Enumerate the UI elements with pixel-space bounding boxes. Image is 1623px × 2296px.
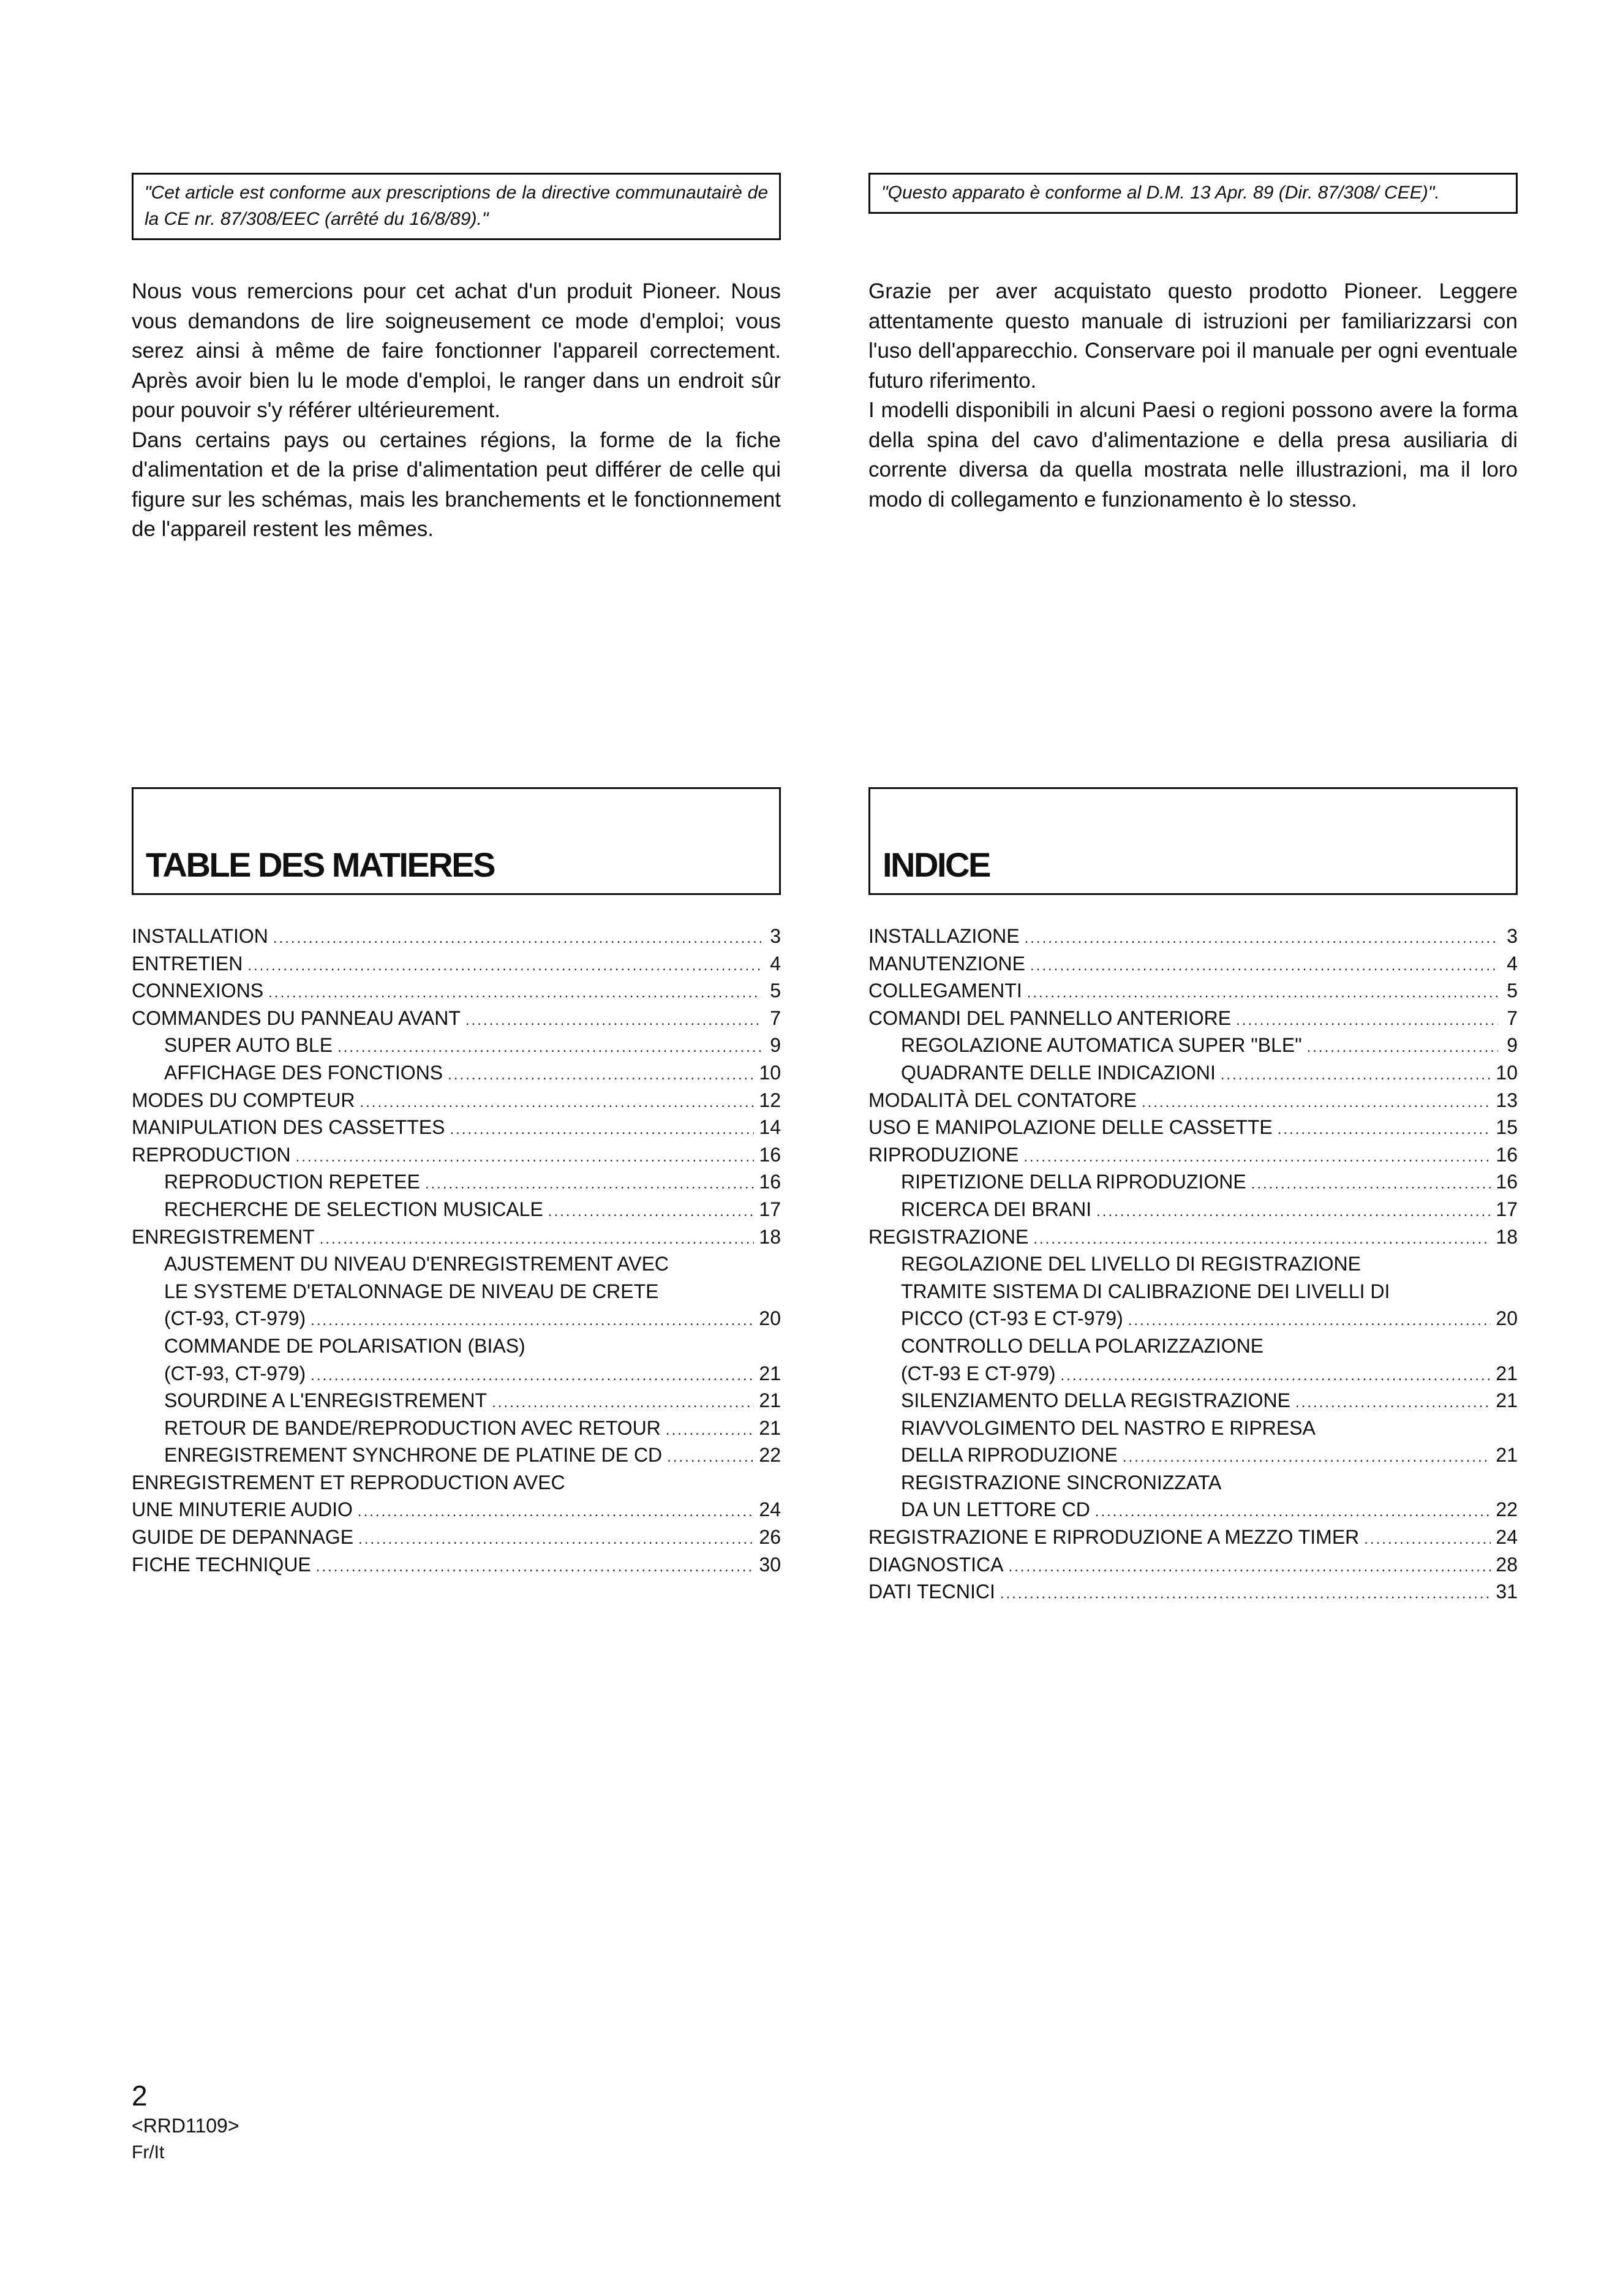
toc-entry [132, 1114, 781, 1141]
page-footer [132, 2080, 239, 2166]
toc-entry-title: UNE MINUTERIE AUDIO [132, 1498, 353, 1521]
toc-entry [868, 977, 1518, 1005]
toc-entry-title: AFFICHAGE DES FONCTIONS [164, 1061, 443, 1084]
toc-dot-leader [492, 1389, 754, 1417]
toc-entry [868, 1114, 1518, 1141]
toc-dot-leader [1095, 1498, 1491, 1526]
toc-entry [868, 1387, 1518, 1414]
toc-dot-leader [1278, 1116, 1491, 1144]
toc-dot-leader [1027, 980, 1498, 1007]
toc-entry-title: DATI TECNICI [868, 1580, 995, 1603]
toc-dot-leader [448, 1062, 754, 1089]
toc-entry-title: RECHERCHE DE SELECTION MUSICALE [164, 1198, 543, 1220]
toc-entry [132, 1469, 781, 1497]
toc-entry-page: 21 [759, 1389, 781, 1412]
toc-entry-page: 10 [1496, 1061, 1518, 1084]
toc-entry-title: COLLEGAMENTI [868, 980, 1022, 1002]
toc-entry-page: 10 [759, 1061, 781, 1084]
toc-entry-page: 7 [770, 1006, 781, 1029]
toc-entry [132, 1551, 781, 1579]
toc-entry-page: 22 [759, 1444, 781, 1467]
toc-entry-title: COMMANDES DU PANNEAU AVANT [132, 1006, 461, 1029]
toc-entry-title: COMANDI DEL PANNELLO ANTERIORE [868, 1006, 1232, 1029]
toc-entry [868, 1414, 1518, 1442]
toc-dot-leader [1096, 1198, 1491, 1226]
toc-entry-page: 5 [1507, 980, 1518, 1002]
toc-entry-page: 18 [759, 1225, 781, 1248]
toc-entry-title: REGOLAZIONE DEL LIVELLO DI REGISTRAZIONE [901, 1253, 1361, 1275]
toc-entry [132, 1305, 781, 1332]
intro-text-it [868, 277, 1518, 515]
toc-entry-title: MANIPULATION DES CASSETTES [132, 1116, 445, 1139]
toc-dot-leader [358, 1526, 754, 1554]
intro-paragraph-2-fr: Dans certains pays ou certaines régions, la forme de la fiche d'alimentation et de la prise d'alimentation peut différer de celle qui figure sur les schémas, mais les branchements et le fonctionnement de l'appareil restent les mêmes. [132, 428, 781, 541]
toc-entry-title: COMMANDE DE POLARISATION (BIAS) [164, 1334, 525, 1357]
intro-paragraph-1-fr: Nous vous remercions pour cet achat d'un produit Pioneer. Nous vous demandons de lire soigneusement ce mode d'emploi; vous serez ainsi à même de faire fonctionner l'appareil correctement. Après avoir bien lu le mode d'emploi, le ranger dans un endroit sûr pour pouvoir s'y référer ultérieurement. [132, 279, 781, 422]
toc-entry-page: 31 [1496, 1580, 1518, 1603]
toc-entry [868, 1087, 1518, 1114]
toc-entry [132, 1005, 781, 1032]
toc-dot-leader [320, 1226, 755, 1253]
toc-entry-title: AJUSTEMENT DU NIVEAU D'ENREGISTREMENT AVEC [164, 1253, 669, 1275]
toc-entry-title: TRAMITE SISTEMA DI CALIBRAZIONE DEI LIVELLI DI [901, 1280, 1390, 1302]
toc-entry-title: FICHE TECHNIQUE [132, 1553, 311, 1576]
toc-entry [132, 1496, 781, 1524]
toc-entry-title: PICCO (CT-93 E CT-979) [901, 1307, 1123, 1330]
toc-entry-title: REGISTRAZIONE E RIPRODUZIONE A MEZZO TIMER [868, 1526, 1360, 1549]
toc-entry-title: RIPRODUZIONE [868, 1143, 1019, 1166]
toc-entry [868, 1332, 1518, 1360]
toc-dot-leader [360, 1089, 754, 1117]
toc-entry-title: DA UN LETTORE CD [901, 1498, 1090, 1521]
intro-paragraph-2-it: I modelli disponibili in alcuni Paesi o regioni possono avere la forma della spina del cavo d'alimentazione e della presa ausiliaria di corrente diversa da quella mostrata nelle illustrazioni, ma il loro modo di collegamento e funzionamento è lo stesso. [868, 398, 1518, 512]
toc-entry [868, 1278, 1518, 1305]
toc-entry [868, 1141, 1518, 1169]
toc-entry [868, 1441, 1518, 1469]
toc-entry-page: 13 [1496, 1089, 1518, 1111]
toc-entry [868, 950, 1518, 978]
toc-entry [868, 1360, 1518, 1388]
toc-entry-title: SUPER AUTO BLE [164, 1034, 333, 1057]
toc-entry-page: 20 [759, 1307, 781, 1330]
toc-entry-page: 7 [1507, 1006, 1518, 1029]
toc-dot-leader [425, 1171, 755, 1198]
toc-entry-title: SOURDINE A L'ENREGISTREMENT [164, 1389, 488, 1412]
toc-entry [132, 1414, 781, 1442]
toc-entry-title: CONTROLLO DELLA POLARIZZAZIONE [901, 1334, 1264, 1357]
toc-entry [132, 1332, 781, 1360]
toc-dot-leader [465, 1007, 761, 1035]
toc-dot-leader [1008, 1554, 1491, 1581]
toc-entry-title: DELLA RIPRODUZIONE [901, 1444, 1118, 1467]
toc-dot-leader [1251, 1171, 1491, 1198]
toc-entry [868, 923, 1518, 950]
toc-entry [132, 1524, 781, 1551]
toc-entry-page: 24 [759, 1498, 781, 1521]
toc-entry [132, 1196, 781, 1223]
toc-dot-leader [1307, 1034, 1498, 1062]
toc-entry-title: LE SYSTEME D'ETALONNAGE DE NIVEAU DE CRETE [164, 1280, 659, 1302]
toc-dot-leader [667, 1444, 754, 1471]
toc-entry-page: 9 [1507, 1034, 1518, 1057]
toc-entry-page: 22 [1496, 1498, 1518, 1521]
toc-entry [132, 977, 781, 1005]
toc-dot-leader [316, 1554, 755, 1581]
toc-entry-page: 26 [759, 1526, 781, 1549]
ce-conformity-notice-it: "Questo apparato è conforme al D.M. 13 Apr. 89 (Dir. 87/308/ CEE)". [868, 173, 1518, 214]
toc-entry [868, 1551, 1518, 1579]
toc-entry-page: 16 [1496, 1171, 1518, 1193]
toc-dot-leader [666, 1417, 755, 1444]
toc-entry-title: REGOLAZIONE AUTOMATICA SUPER "BLE" [901, 1034, 1302, 1057]
toc-dot-leader [247, 953, 761, 980]
toc-entry-page: 9 [770, 1034, 781, 1057]
toc-entry-page: 17 [1496, 1198, 1518, 1220]
toc-entry-title: USO E MANIPOLAZIONE DELLE CASSETTE [868, 1116, 1273, 1139]
toc-entry-page: 5 [770, 980, 781, 1002]
toc-dot-leader [1123, 1444, 1491, 1471]
toc-entry [868, 1496, 1518, 1524]
toc-entry-title: RIPETIZIONE DELLA RIPRODUZIONE [901, 1171, 1246, 1193]
toc-entry [132, 1087, 781, 1114]
toc-heading-box-it [868, 787, 1518, 895]
toc-entry-title: MODALITÀ DEL CONTATORE [868, 1089, 1137, 1111]
toc-dot-leader [1023, 1144, 1491, 1171]
toc-entry-page: 12 [759, 1089, 781, 1111]
toc-heading-box-fr [132, 787, 781, 895]
toc-entry-page: 21 [1496, 1444, 1518, 1467]
toc-dot-leader [296, 1144, 755, 1171]
toc-entry-title: MANUTENZIONE [868, 952, 1025, 975]
toc-dot-leader [1030, 953, 1498, 980]
toc-entry-title: RIAVVOLGIMENTO DEL NASTRO E RIPRESA [901, 1416, 1316, 1439]
toc-dot-leader [1142, 1089, 1491, 1117]
toc-entry [132, 950, 781, 978]
toc-dot-leader [1128, 1307, 1491, 1335]
toc-title-it: INDICE [883, 845, 990, 884]
toc-entry-title: RETOUR DE BANDE/REPRODUCTION AVEC RETOUR [164, 1416, 661, 1439]
toc-entry [868, 1032, 1518, 1059]
toc-entry-page: 18 [1496, 1225, 1518, 1248]
toc-entry-page: 16 [759, 1171, 781, 1193]
toc-entry-page: 4 [770, 952, 781, 975]
toc-entry-page: 21 [759, 1416, 781, 1439]
toc-entry-page: 24 [1496, 1526, 1518, 1549]
toc-entry [132, 1278, 781, 1305]
toc-entry-page: 14 [759, 1116, 781, 1139]
toc-dot-leader [311, 1362, 754, 1390]
toc-entry-title: SILENZIAMENTO DELLA REGISTRAZIONE [901, 1389, 1290, 1412]
toc-entry-title: CONNEXIONS [132, 980, 264, 1002]
toc-dot-leader [1061, 1362, 1491, 1390]
toc-entry-page: 20 [1496, 1307, 1518, 1330]
toc-entry [132, 1032, 781, 1059]
toc-entry [132, 1059, 781, 1087]
toc-dot-leader [1236, 1007, 1498, 1035]
toc-entry [868, 1059, 1518, 1087]
toc-entry [132, 1168, 781, 1196]
toc-entry-title: ENREGISTREMENT SYNCHRONE DE PLATINE DE CD [164, 1444, 663, 1467]
toc-entry [132, 1387, 781, 1414]
toc-dot-leader [273, 925, 761, 953]
toc-entry [868, 1005, 1518, 1032]
toc-entry-page: 30 [759, 1553, 781, 1576]
toc-entry [132, 923, 781, 950]
toc-title-fr: TABLE DES MATIERES [146, 845, 494, 884]
toc-entry-page: 3 [1507, 925, 1518, 947]
toc-entry-page: 15 [1496, 1116, 1518, 1139]
toc-entry-title: ENREGISTREMENT ET REPRODUCTION AVEC [132, 1471, 565, 1494]
toc-entry-title: ENREGISTREMENT [132, 1225, 315, 1248]
toc-entry-title: ENTRETIEN [132, 952, 243, 975]
language-code: Fr/It [132, 2142, 165, 2162]
toc-entry-page: 4 [1507, 952, 1518, 975]
toc-dot-leader [358, 1498, 754, 1526]
toc-entry [868, 1305, 1518, 1332]
toc-entry-page: 17 [759, 1198, 781, 1220]
toc-entry [132, 1441, 781, 1469]
toc-entry-title: DIAGNOSTICA [868, 1553, 1004, 1576]
intro-text-fr [132, 277, 781, 545]
toc-entry-title: GUIDE DE DEPANNAGE [132, 1526, 354, 1549]
toc-entry-title: QUADRANTE DELLE INDICAZIONI [901, 1061, 1216, 1084]
toc-dot-leader [268, 980, 761, 1007]
toc-dot-leader [337, 1034, 761, 1062]
toc-entry [868, 1250, 1518, 1278]
toc-entry-title: REGISTRAZIONE [868, 1225, 1029, 1248]
toc-entry-page: 3 [770, 925, 781, 947]
toc-dot-leader [1221, 1062, 1491, 1089]
toc-entry-title: REPRODUCTION [132, 1143, 291, 1166]
page-number: 2 [132, 2080, 148, 2112]
toc-entry [132, 1223, 781, 1251]
toc-entry [132, 1250, 781, 1278]
toc-entry [868, 1578, 1518, 1606]
intro-paragraph-1-it: Grazie per aver acquistato questo prodotto Pioneer. Leggere attentamente questo manuale di istruzioni per familiarizzarsi con l'uso dell'apparecchio. Conservare poi il manuale per ogni eventuale futuro riferimento. [868, 279, 1518, 393]
toc-entry-page: 16 [1496, 1143, 1518, 1166]
toc-entry [868, 1524, 1518, 1551]
table-of-contents-fr [132, 923, 781, 1578]
toc-dot-leader [450, 1116, 755, 1144]
toc-entry-title: (CT-93 E CT-979) [901, 1362, 1056, 1384]
toc-entry-title: INSTALLATION [132, 925, 268, 947]
toc-dot-leader [1295, 1389, 1491, 1417]
toc-entry-page: 28 [1496, 1553, 1518, 1576]
toc-dot-leader [1000, 1580, 1491, 1608]
toc-entry-title: REPRODUCTION REPETEE [164, 1171, 420, 1193]
document-code: <RRD1109> [132, 2115, 239, 2137]
toc-entry-title: (CT-93, CT-979) [164, 1307, 306, 1330]
ce-conformity-notice-fr: "Cet article est conforme aux prescriptions de la directive communautairè de la CE nr. 87/308/EEC (arrêté du 16/8/89)." [132, 173, 781, 240]
toc-entry [868, 1196, 1518, 1223]
toc-entry-title: MODES DU COMPTEUR [132, 1089, 355, 1111]
toc-entry [868, 1168, 1518, 1196]
toc-entry-page: 21 [1496, 1389, 1518, 1412]
toc-entry-page: 21 [1496, 1362, 1518, 1384]
toc-dot-leader [548, 1198, 755, 1226]
toc-dot-leader [1033, 1226, 1491, 1253]
toc-entry [132, 1141, 781, 1169]
toc-dot-leader [1025, 925, 1498, 953]
toc-entry-title: REGISTRAZIONE SINCRONIZZATA [901, 1471, 1222, 1494]
toc-entry-title: (CT-93, CT-979) [164, 1362, 306, 1384]
toc-dot-leader [311, 1307, 754, 1335]
toc-entry [868, 1469, 1518, 1497]
toc-entry-title: RICERCA DEI BRANI [901, 1198, 1092, 1220]
toc-entry-page: 21 [759, 1362, 781, 1384]
table-of-contents-it [868, 923, 1518, 1606]
toc-entry [868, 1223, 1518, 1251]
toc-entry-title: INSTALLAZIONE [868, 925, 1020, 947]
toc-entry-page: 16 [759, 1143, 781, 1166]
toc-dot-leader [1364, 1526, 1491, 1554]
toc-entry [132, 1360, 781, 1388]
